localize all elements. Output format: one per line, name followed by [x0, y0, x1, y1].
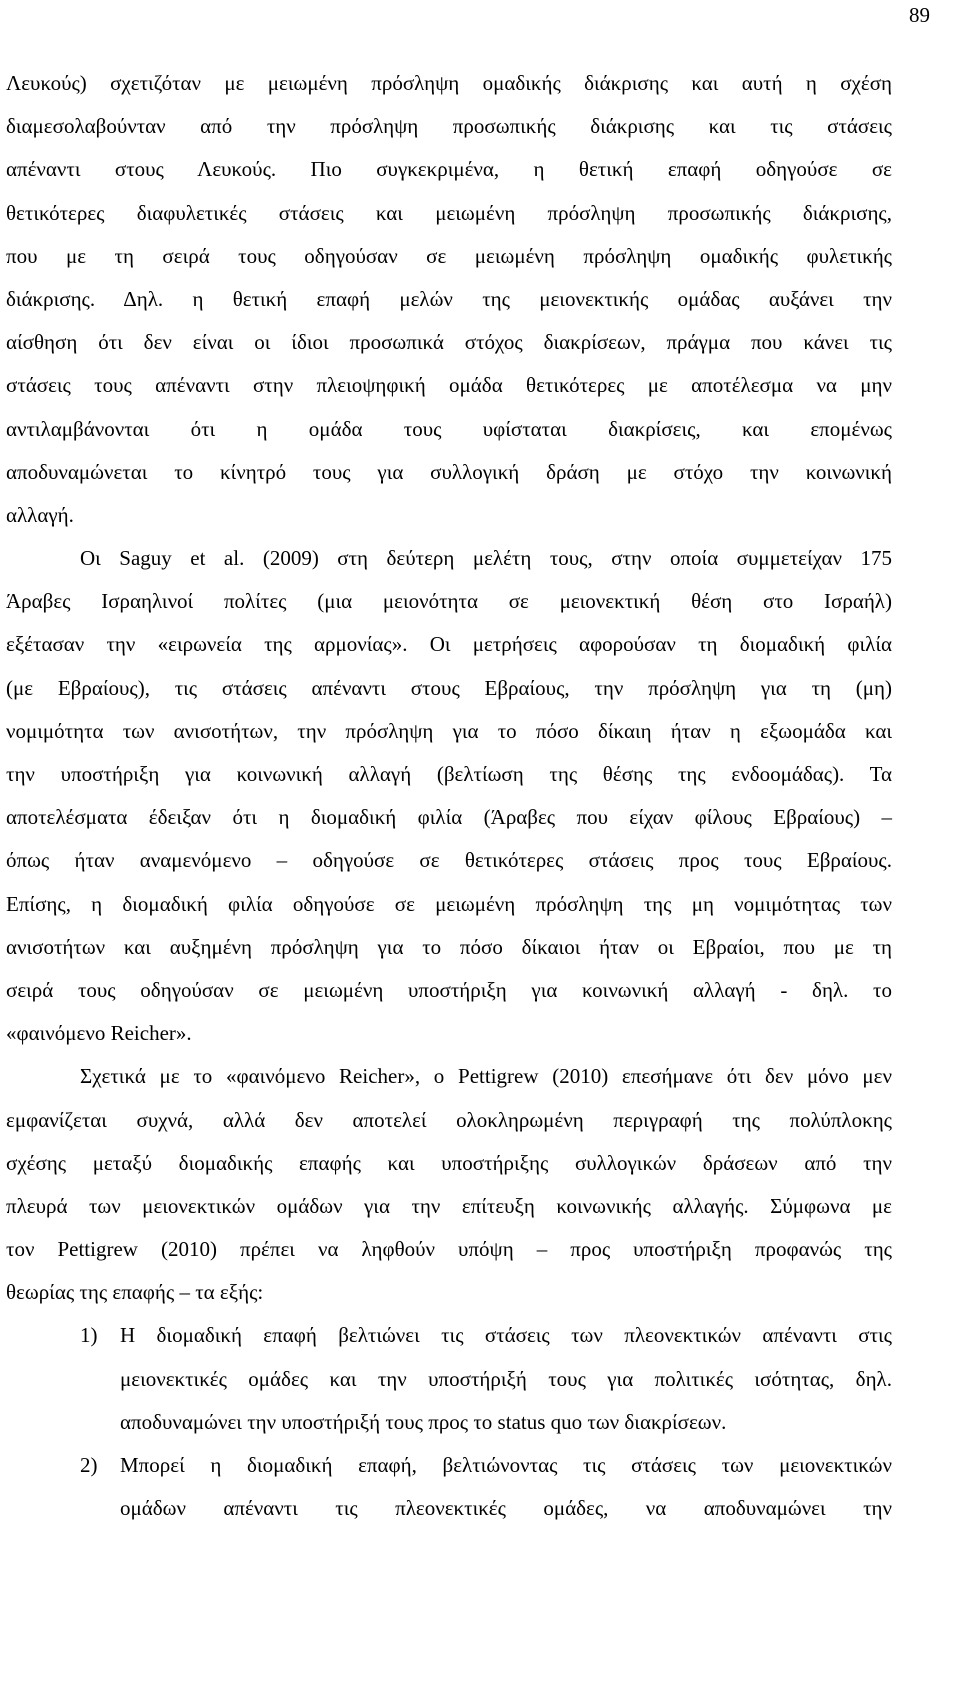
text-line: ανισοτήτων και αυξημένη πρόσληψη για το πόσο δίκαιοι ήταν οι Εβραίοι, που με τη [6, 934, 892, 959]
text-line: απέναντι στους Λευκούς. Πιο συγκεκριμένα, η θετική επαφή οδηγούσε σε [6, 157, 892, 182]
list-item-text: μειονεκτικές ομάδες και την υποστήριξή τους για πολιτικές ισότητας, δηλ. [120, 1366, 892, 1391]
list-item [6, 1444, 892, 1530]
text-line: Οι Saguy et al. (2009) στη δεύτερη μελέτη τους, στην οποία συμμετείχαν 175 [80, 546, 892, 571]
text-line: τον Pettigrew (2010) πρέπει να ληφθούν υπόψη – προς υποστήριξη προφανώς της [6, 1237, 892, 1262]
text-line: θετικότερες διαφυλετικές στάσεις και μειωμένη πρόσληψη προσωπικής διάκρισης, [6, 200, 892, 225]
text-line: αποτελέσματα έδειξαν ότι η διομαδική φιλία (Άραβες που είχαν φίλους Εβραίους) – [6, 805, 892, 830]
text-line: θεωρίας της επαφής – τα εξής: [6, 1280, 264, 1305]
text-line: Επίσης, η διομαδική φιλία οδηγούσε σε μειωμένη πρόσληψη της μη νομιμότητας των [6, 891, 892, 916]
text-line: στάσεις τους απέναντι στην πλειοψηφική ομάδα θετικότερες με αποτέλεσμα να μην [6, 373, 892, 398]
text-line: εμφανίζεται συχνά, αλλά δεν αποτελεί ολοκληρωμένη περιγραφή της πολύπλοκης [6, 1107, 892, 1132]
paragraph-1 [6, 62, 892, 537]
text-line: την υποστήριξη για κοινωνική αλλαγή (βελτίωση της θέσης της ενδοομάδας). Τα [6, 762, 892, 786]
text-line: σχέσης μεταξύ διομαδικής επαφής και υποστήριξης συλλογικών δράσεων από την [6, 1150, 892, 1175]
text-line: αλλαγή. [6, 502, 74, 527]
text-line: Άραβες Ισραηλινοί πολίτες (μια μειονότητα σε μειονεκτική θέση στο Ισραήλ) [6, 589, 892, 614]
list-item-text: αποδυναμώνει την υποστήριξή τους προς το status quo των διακρίσεων. [120, 1409, 727, 1434]
text-line: Λευκούς) σχετιζόταν με μειωμένη πρόσληψη ομαδικής διάκρισης και αυτή η σχέση [6, 71, 892, 95]
text-line: διάκρισης. Δηλ. η θετική επαφή μελών της μειονεκτικής ομάδας αυξάνει την [6, 286, 892, 311]
text-line: εξέτασαν την «ειρωνεία της αρμονίας». Οι μετρήσεις αφορούσαν τη διομαδική φιλία [6, 632, 892, 657]
text-line: πλευρά των μειονεκτικών ομάδων για την επίτευξη κοινωνικής αλλαγής. Σύμφωνα με [6, 1193, 892, 1218]
text-line: όπως ήταν αναμενόμενο – οδηγούσε σε θετικότερες στάσεις προς τους Εβραίους. [6, 848, 892, 873]
text-line: «φαινόμενο Reicher». [6, 1021, 192, 1046]
text-line: αποδυναμώνεται το κίνητρό τους για συλλογική δράση με στόχο την κοινωνική [6, 459, 892, 484]
text-line: αντιλαμβάνονται ότι η ομάδα τους υφίσταται διακρίσεις, και επομένως [6, 416, 892, 441]
numbered-list [6, 1314, 892, 1530]
text-line: διαμεσολαβούνταν από την πρόσληψη προσωπικής διάκρισης και τις στάσεις [6, 114, 892, 139]
paragraph-2 [6, 537, 892, 1055]
text-line: που με τη σειρά τους οδηγούσαν σε μειωμένη πρόσληψη ομαδικής φυλετικής [6, 243, 892, 268]
list-item [6, 1314, 892, 1444]
list-item-text: Η διομαδική επαφή βελτιώνει τις στάσεις των πλεονεκτικών απέναντι στις [120, 1323, 892, 1348]
list-item-number: 1) [80, 1323, 98, 1348]
text-line: νομιμότητα των ανισοτήτων, την πρόσληψη για το πόσο δίκαιη ήταν η εξωομάδα και [6, 718, 892, 743]
text-line: σειρά τους οδηγούσαν σε μειωμένη υποστήριξη για κοινωνική αλλαγή - δηλ. το [6, 977, 892, 1002]
list-item-text: Μπορεί η διομαδική επαφή, βελτιώνοντας τις στάσεις των μειονεκτικών [120, 1453, 892, 1477]
document-body [6, 62, 892, 1530]
list-item-number: 2) [80, 1453, 98, 1477]
list-item-first-line [6, 1314, 892, 1357]
page-number: 89 [909, 3, 930, 27]
list-item-text: ομάδων απέναντι τις πλεονεκτικές ομάδες, να αποδυναμώνει την [120, 1496, 892, 1521]
text-line: (με Εβραίους), τις στάσεις απέναντι στους Εβραίους, την πρόσληψη για τη (μη) [6, 675, 892, 700]
text-line: αίσθηση ότι δεν είναι οι ίδιοι προσωπικά στόχος διακρίσεων, πράγμα που κάνει τις [6, 330, 892, 355]
text-line: Σχετικά με το «φαινόμενο Reicher», ο Pettigrew (2010) επεσήμανε ότι δεν μόνο μεν [80, 1064, 892, 1089]
list-item-first-line [6, 1444, 892, 1487]
paragraph-3 [6, 1055, 892, 1314]
